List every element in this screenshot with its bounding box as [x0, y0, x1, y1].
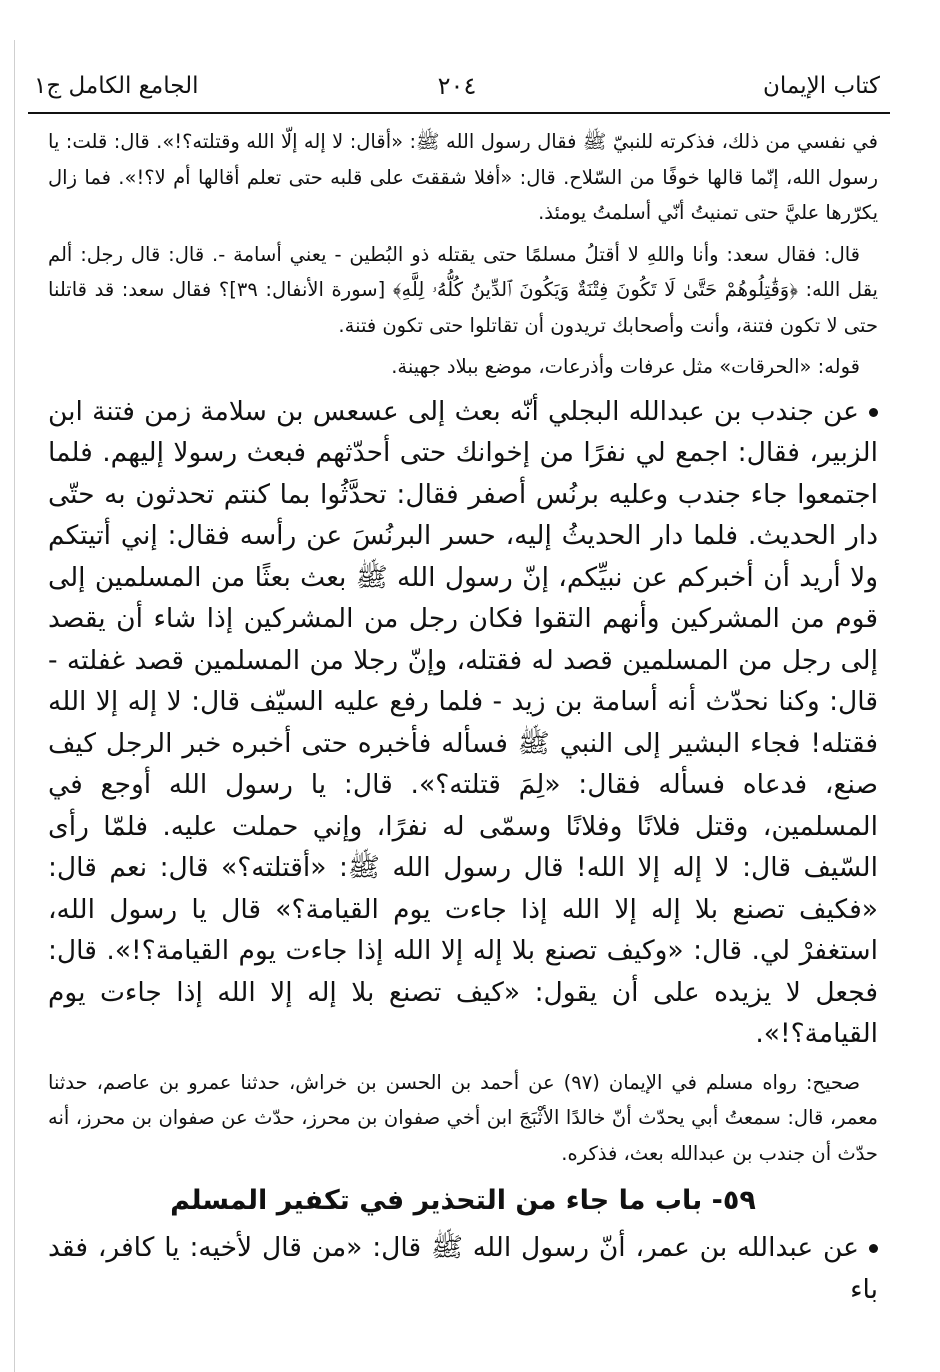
chapter-title: كتاب الإيمان — [763, 73, 880, 99]
bullet-icon — [869, 408, 878, 417]
paragraph-saad-text: قال: فقال سعد: وأنا واللهِ لا أقتلُ مسلمًا حتى يقتله ذو البُطين - يعني أسامة -. قال: قال رجل: ألم يقل الله: ﴿وَقَٰتِلُوهُمْ حَتَّىٰ لَا تَكُونَ فِتْنَةٌ وَيَكُونَ ٱلدِّينُ كُلُّهُۥ لِلَّهِ﴾ [سورة الأنفال: ٣٩]؟ فقال سعد: قد قاتلنا حتى لا تكون فتنة، وأنت وأصحابك تريدون أن تقاتلوا حتى تكون فتنة. — [48, 242, 878, 337]
hadith-ibn-umar — [48, 1227, 878, 1310]
page-body — [48, 124, 878, 1310]
hadith-jundab-text: عن جندب بن عبدالله البجلي أنّه بعث إلى عسعس بن سلامة زمن فتنة ابن الزبير، فقال: اجمع لي نفرًا من إخوانك حتى أحدّثهم فبعث رسولا إليهم. فلما اجتمعوا جاء جندب وعليه برنُس أصفر فقال: تحدَّثُوا بما كنتم تحدثون به حتّى دار الحديث. فلما دار الحديثُ إليه، حسر البرنُسَ عن رأسه فقال: إني أتيتكم ولا أريد أن أخبركم عن نبيِّكم، إنّ رسول الله ﷺ بعث بعثًا من المسلمين إلى قوم من المشركين وأنهم التقوا فكان رجل من المشركين إذا شاء أن يقصد إلى رجل من المسلمين قصد له فقتله، وإنّ رجلا من المسلمين قصد غفلته - قال: وكنا نحدّث أنه أسامة بن زيد - فلما رفع عليه السيّف قال: لا إله إلا الله فقتله! فجاء البشير إلى النبي ﷺ فسأله فأخبره حتى أخبره خبر الرجل كيف صنع، فدعاه فسأله فقال: «لِمَ قتلته؟». قال: يا رسول الله أوجع في المسلمين، وقتل فلانًا وفلانًا وسمّى له نفرًا، وإني حملت عليه. فلمّا رأى السّيف قال: لا إله إلا الله! قال رسول الله ﷺ: «أقتلته؟» قال: نعم قال: «فكيف تصنع بلا إله إلا الله إذا جاءت يوم القيامة؟» قال يا رسول الله، استغفرْ لي. قال: «وكيف تصنع بلا إله إلا الله إذا جاءت يوم القيامة؟!». قال: فجعل لا يزيده على أن يقول: «كيف تصنع بلا إله إلا الله إذا جاءت يوم القيامة؟!». — [48, 395, 878, 1049]
hadith-ibn-umar-text: عن عبدالله بن عمر، أنّ رسول الله ﷺ قال: «من قال لأخيه: يا كافر، فقد باء — [48, 1232, 878, 1305]
paragraph-saad — [48, 237, 878, 344]
hadith-jundab — [48, 391, 878, 1055]
paragraph-continuation: في نفسي من ذلك، فذكرته للنبيّ ﷺ فقال رسول الله ﷺ: «أقال: لا إله إلّا الله وقتلته؟!». قال: قلت: يا رسول الله، إنّما قالها خوفًا من السّلاح. قال: «أفلا شققتَ على قلبه حتى تعلم أقالها أم لا؟!». فما زال يكرّرها عليَّ حتى تمنيتُ أنّي أسلمتُ يومئذ. — [48, 130, 878, 224]
scan-edge-line — [14, 40, 15, 1372]
bullet-icon — [869, 1244, 878, 1253]
takhrij-note — [48, 1065, 878, 1172]
page-header — [34, 64, 880, 108]
header-rule — [28, 112, 890, 114]
takhrij-note-text: صحيح: رواه مسلم في الإيمان (٩٧) عن أحمد بن الحسن بن خراش، حدثنا عمرو بن عاصم، حدثنا معمر، قال: سمعتُ أبي يحدّث أنّ خالدًا الأثْبَجَ ابن أخي صفوان بن محرز، حدّث عن صفوان بن محرز، أنه حدّث أن جندب بن عبدالله بعث، فذكره. — [48, 1070, 878, 1165]
paragraph-note — [48, 349, 878, 385]
page-number: ٢٠٤ — [437, 72, 477, 100]
book-title: الجامع الكامل ج١ — [34, 73, 199, 99]
paragraph-note-text: قوله: «الحرقات» مثل عرفات وأذرعات، موضع ببلاد جهينة. — [391, 355, 860, 378]
section-heading: ٥٩- باب ما جاء من التحذير في تكفير المسلم — [170, 1185, 756, 1216]
